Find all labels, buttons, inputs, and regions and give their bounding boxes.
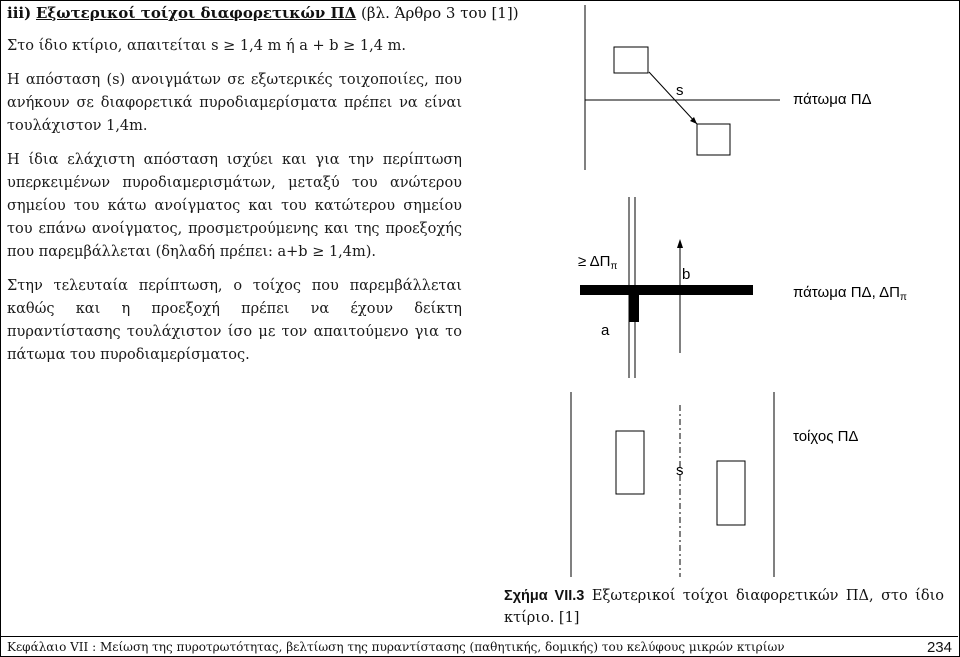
caption-number: Σχήμα VII.3	[504, 588, 585, 604]
bottom-diagram	[571, 392, 858, 577]
paragraph-4: Στην τελευταία περίπτωση, ο τοίχος που παρεμβάλλεται καθώς και η προεξοχή πρέπει να έχουν δείκτη πυραντίστασης τουλάχιστον ίσο με τον απαιτούμενο για το πάτωμα του πυροδιαμερίσματος.	[7, 278, 462, 363]
page-number: 234	[926, 639, 952, 656]
wall-label: τοίχος ΠΔ	[793, 428, 859, 445]
page-footer	[0, 636, 958, 657]
paragraph-1: Στο ίδιο κτίριο, απαιτείται s ≥ 1,4 m ή a + b ≥ 1,4 m.	[7, 38, 406, 54]
a-label: a	[601, 322, 610, 339]
opening-right	[717, 461, 745, 525]
ge-label: ≥ $\Delta\Pi_\pi$	[578, 253, 618, 272]
heading-title: Εξωτερικοί τοίχοι διαφορετικών ΠΔ	[35, 4, 357, 22]
wall-segment	[629, 295, 639, 322]
middle-floor-label: πάτωμα ΠΔ, $\Delta\Pi_\pi$	[793, 284, 907, 303]
b-label: b	[682, 266, 691, 283]
heading-reference: (βλ. Άρθρο 3 του [1])	[361, 4, 519, 22]
heading-number: iii)	[7, 4, 32, 22]
opening-left	[616, 431, 644, 494]
paragraph-2: Η απόσταση (s) ανοιγμάτων σε εξωτερικές τοιχοποιίες, που ανήκουν σε διαφορετικά πυροδιαμερίσματα πρέπει να είναι τουλάχιστον 1,4m.	[7, 72, 462, 134]
top-s-label: s	[676, 82, 684, 99]
opening-upper	[614, 47, 648, 73]
footer-text: Κεφάλαιο VII : Μείωση της πυροτρωτότητας, βελτίωση της πυραντίστασης (παθητικής, δομικής) του κελύφους μικρών κτιρίων	[7, 640, 785, 654]
bottom-s-label: s	[676, 462, 684, 479]
distance-line	[649, 72, 697, 124]
figure-caption	[504, 585, 944, 629]
top-diagram	[585, 5, 872, 170]
caption-text: Εξωτερικοί τοίχοι διαφορετικών ΠΔ, στο ίδιο κτίριο. [1]	[504, 588, 944, 626]
paragraph-3: Η ίδια ελάχιστη απόσταση ισχύει και για την περίπτωση υπερκειμένων πυροδιαμερισμάτων, μεταξύ του ανώτερου σημείου του κάτω ανοίγματος και του κατώτερου σημείου του επάνω ανοίγματος, προσμετρούμενης και της προεξοχής που παρεμβάλλεται (δηλαδή πρέπει: a+b ≥ 1,4m).	[7, 152, 462, 260]
floor-slab	[580, 285, 753, 295]
middle-diagram	[578, 197, 907, 378]
top-floor-label: πάτωμα ΠΔ	[793, 91, 872, 108]
opening-lower	[697, 124, 730, 155]
